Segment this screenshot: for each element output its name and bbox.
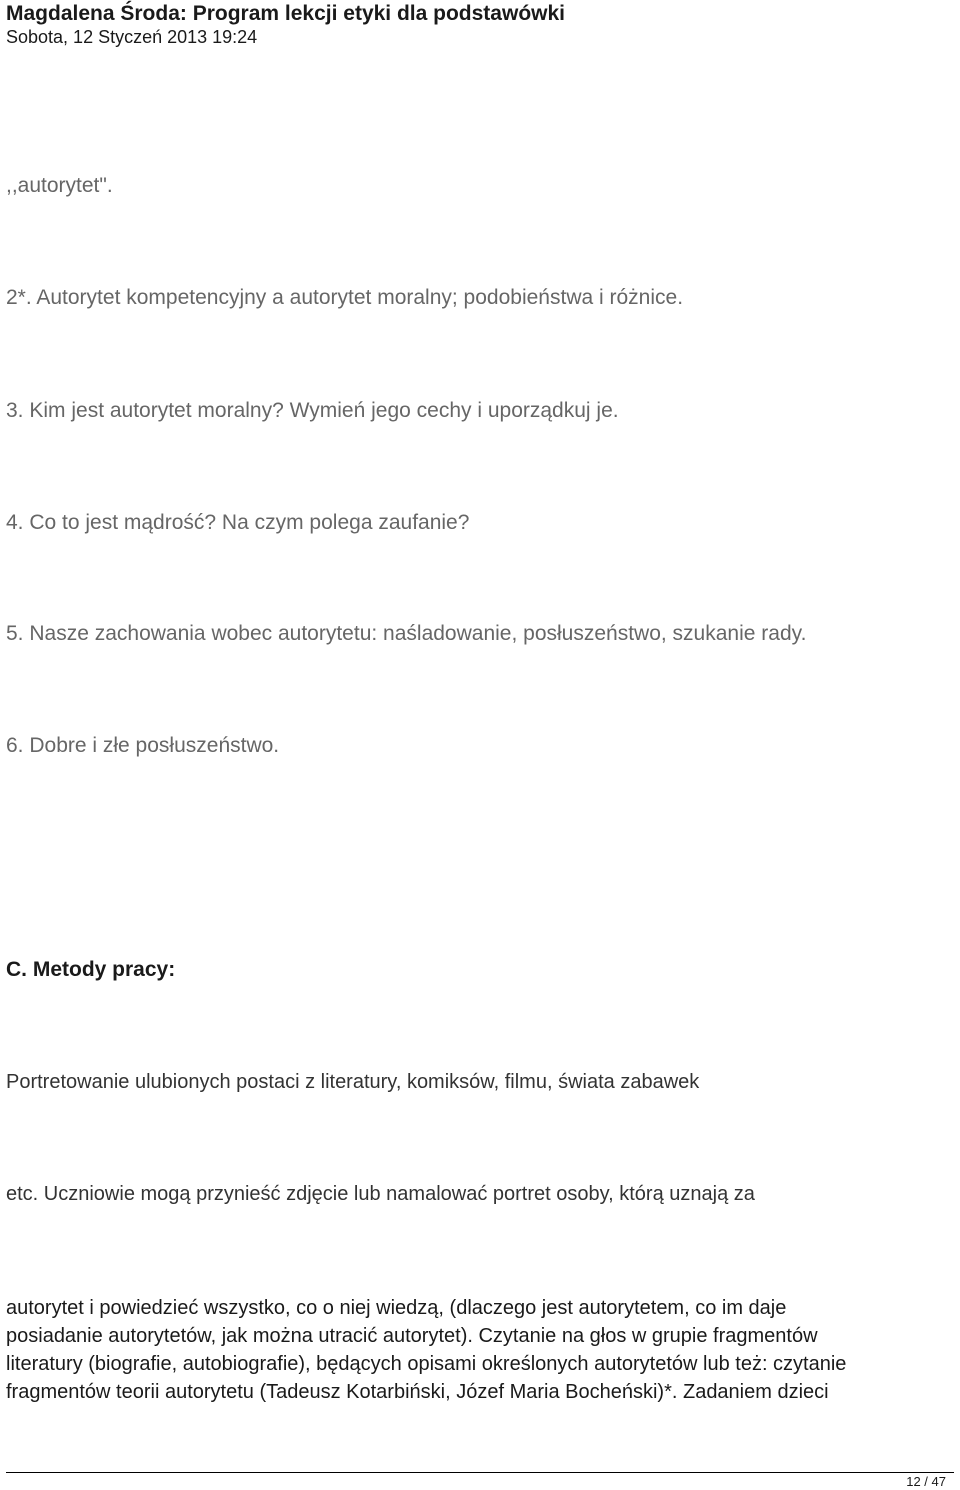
document-date: Sobota, 12 Styczeń 2013 19:24 (6, 27, 258, 47)
paragraph-line: fragmentów teorii autorytetu (Tadeusz Kotarbiński, Józef Maria Bocheński)*. Zadaniem dzieci (6, 1381, 829, 1403)
methods-line-1: Portretowanie ulubionych postaci z literatury, komiksów, filmu, świata zabawek (6, 1071, 700, 1093)
footer-divider (6, 1472, 954, 1473)
paragraph-line: literatury (biografie, autobiografie), będących opisami określonych autorytetów lub też: czytanie (6, 1353, 847, 1375)
list-item-5: 5. Nasze zachowania wobec autorytetu: naśladowanie, posłuszeństwo, szukanie rady. (6, 622, 807, 645)
list-item-6: 6. Dobre i złe posłuszeństwo. (6, 734, 280, 757)
list-item-4: 4. Co to jest mądrość? Na czym polega zaufanie? (6, 511, 470, 534)
paragraph-line: autorytet i powiedzieć wszystko, co o niej wiedzą, (dlaczego jest autorytetem, co im daje (6, 1297, 787, 1319)
section-c-heading: C. Metody pracy: (6, 958, 176, 981)
document-title: Magdalena Środa: Program lekcji etyki dla podstawówki (6, 2, 565, 25)
paragraph-line: posiadanie autorytetów, jak można utracić autorytet). Czytanie na głos w grupie fragmentów (6, 1325, 818, 1347)
text-line-autorytet: ,,autorytet". (6, 174, 113, 197)
methods-paragraph (6, 1294, 954, 1406)
page-number: 12 / 47 (906, 1474, 946, 1489)
methods-line-2: etc. Uczniowie mogą przynieść zdjęcie lub namalować portret osoby, którą uznają za (6, 1183, 755, 1205)
list-item-2: 2*. Autorytet kompetencyjny a autorytet moralny; podobieństwa i różnice. (6, 286, 684, 309)
list-item-3: 3. Kim jest autorytet moralny? Wymień jego cechy i uporządkuj je. (6, 399, 619, 422)
